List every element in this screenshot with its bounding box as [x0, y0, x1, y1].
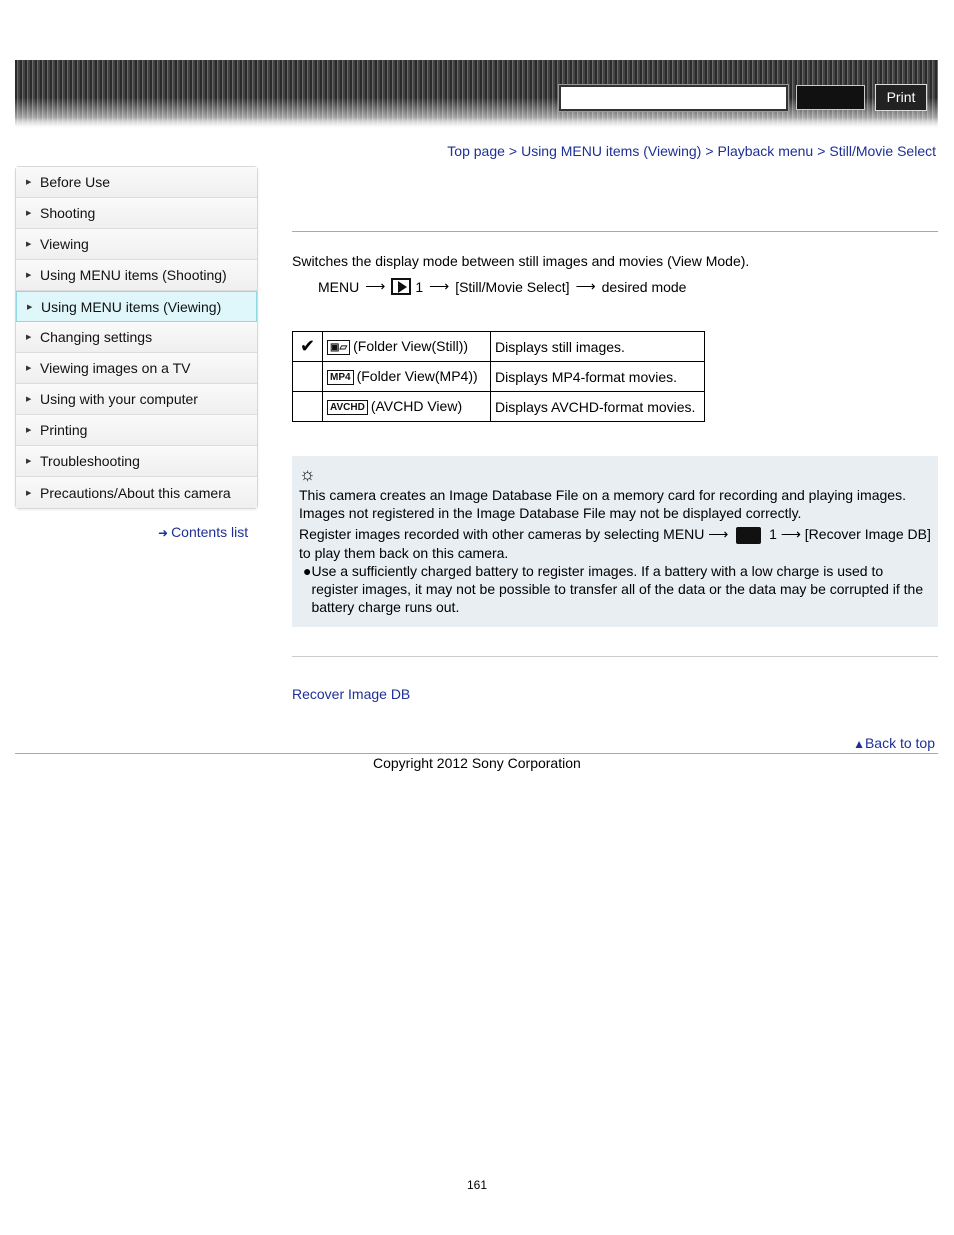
breadcrumb-playback-menu[interactable]: Playback menu [717, 143, 814, 159]
sidebar-item-viewing-on-tv[interactable] [16, 353, 257, 384]
hint-bullet [299, 562, 931, 616]
sidebar-item-printing[interactable] [16, 415, 257, 446]
triangle-right-icon: ▶ [27, 303, 33, 311]
sidebar-item-label: Shooting [40, 205, 96, 221]
sidebar-item-using-menu-shooting[interactable] [16, 260, 257, 291]
sidebar-item-using-menu-viewing[interactable] [16, 291, 257, 322]
sidebar-item-shooting[interactable] [16, 198, 257, 229]
page-number: 161 [466, 1178, 488, 1192]
sidebar-item-label: Using with your computer [40, 391, 198, 407]
hint-line-2: Images not registered in the Image Database File may not be displayed correctly. [299, 505, 802, 521]
intro-text: Switches the display mode between still images and movies (View Mode). [292, 253, 750, 269]
breadcrumb-top-page[interactable]: Top page [447, 143, 505, 159]
menu-path-tab-number: 1 [415, 278, 424, 295]
sidebar-item-label: Changing settings [40, 329, 153, 345]
table-row [293, 362, 705, 392]
search-input[interactable] [559, 85, 788, 111]
lightbulb-icon: ☼ [299, 464, 316, 484]
selected-check-cell [293, 332, 323, 362]
sidebar-item-label: Troubleshooting [40, 453, 140, 469]
back-to-top-label: Back to top [864, 735, 935, 751]
mode-option-cell [323, 392, 491, 422]
mode-description-cell: Displays MP4-format movies. [491, 362, 705, 392]
triangle-right-icon: ▶ [26, 396, 32, 403]
mode-label: (AVCHD View) [370, 398, 463, 415]
contents-list-link[interactable] [158, 524, 248, 540]
hint-line-3-post: [Recover Image DB] [804, 526, 931, 542]
menu-path [318, 278, 686, 295]
hint-line-1: This camera creates an Image Database File on a memory card for recording and playing images. [299, 487, 906, 503]
copyright-text: Copyright 2012 Sony Corporation [373, 755, 581, 771]
search-button[interactable] [796, 85, 865, 110]
breadcrumb-still-movie-select[interactable]: Still/Movie Select [829, 143, 936, 159]
table-row [293, 332, 705, 362]
triangle-right-icon: ▶ [26, 489, 32, 497]
breadcrumb-using-menu-viewing[interactable]: Using MENU items (Viewing) [521, 143, 702, 159]
mode-description-cell: Displays still images. [491, 332, 705, 362]
sidebar-item-precautions[interactable] [16, 477, 257, 508]
folder-mp4-icon: MP4 [327, 370, 354, 385]
sidebar-item-label: Using MENU items (Shooting) [40, 267, 227, 283]
hint-line-4: to play them back on this camera. [299, 544, 509, 561]
avchd-icon: AVCHD [327, 400, 368, 415]
menu-path-end: desired mode [601, 278, 687, 295]
sidebar-item-troubleshooting[interactable] [16, 446, 257, 477]
arrow-right-icon: ⟶ [575, 278, 596, 294]
sidebar-item-label: Viewing [40, 236, 89, 252]
mode-option-cell [323, 332, 491, 362]
hint-line-3 [299, 525, 931, 544]
sidebar-item-label: Precautions/About this camera [40, 484, 231, 501]
title-divider [292, 231, 938, 232]
sidebar-item-using-with-computer[interactable] [16, 384, 257, 415]
triangle-right-icon: ▶ [26, 427, 32, 434]
triangle-right-icon: ▶ [26, 210, 32, 217]
sidebar-item-label: Before Use [40, 174, 111, 190]
menu-path-item: [Still/Movie Select] [455, 278, 570, 295]
mode-label: (Folder View(Still)) [353, 338, 469, 355]
triangle-up-icon: ▲ [853, 737, 865, 751]
header-banner [15, 60, 938, 128]
triangle-right-icon: ▶ [26, 458, 32, 465]
selected-check-cell [293, 362, 323, 392]
back-to-top-link[interactable] [853, 735, 935, 751]
triangle-right-icon: ▶ [26, 272, 32, 279]
triangle-right-icon: ▶ [26, 241, 32, 248]
mode-option-cell [323, 362, 491, 392]
setup-icon [736, 527, 761, 544]
arrow-right-icon: ➜ [158, 526, 169, 540]
sidebar-item-changing-settings[interactable] [16, 322, 257, 353]
hint-line-3-pre: Register images recorded with other cameras by selecting MENU [299, 526, 705, 542]
sidebar-item-label: Printing [40, 422, 88, 438]
arrow-right-icon: ⟶ [780, 526, 801, 542]
mode-label: (Folder View(MP4)) [356, 368, 478, 385]
menu-path-menu: MENU [318, 278, 360, 295]
triangle-right-icon: ▶ [26, 334, 32, 341]
hint-line-3-num: 1 [769, 526, 777, 542]
checkmark-icon: ✔ [299, 336, 316, 356]
hint-box [292, 456, 938, 627]
sidebar-nav [15, 166, 258, 509]
arrow-right-icon: ⟶ [708, 526, 729, 542]
arrow-right-icon: ⟶ [429, 278, 450, 294]
view-mode-table [292, 331, 705, 422]
breadcrumb-separator: > [705, 143, 714, 159]
breadcrumb-separator: > [508, 143, 518, 159]
breadcrumb-separator: > [817, 143, 826, 159]
playback-icon [391, 278, 411, 295]
footer-divider [15, 753, 938, 754]
header-fade [15, 118, 938, 128]
sidebar-item-before-use[interactable] [16, 167, 257, 198]
arrow-right-icon: ⟶ [365, 278, 386, 294]
sidebar-item-label: Viewing images on a TV [40, 360, 191, 376]
mode-description-cell: Displays AVCHD-format movies. [491, 392, 705, 422]
selected-check-cell [293, 392, 323, 422]
folder-still-icon: ▣▱ [327, 340, 350, 355]
related-link-recover-image-db[interactable]: Recover Image DB [292, 686, 411, 702]
breadcrumb [447, 143, 936, 159]
contents-list-label: Contents list [171, 524, 249, 540]
sidebar-item-label: Using MENU items (Viewing) [41, 298, 222, 315]
triangle-right-icon: ▶ [26, 365, 32, 372]
table-row [293, 392, 705, 422]
triangle-right-icon: ▶ [26, 179, 32, 186]
print-button[interactable]: Print [875, 84, 927, 111]
related-divider [292, 656, 938, 657]
bullet-icon: ● [303, 562, 312, 579]
hint-bullet-text: Use a sufficiently charged battery to register images. If a battery with a low charge is used to register images, it may not be possible to transfer all of the data or the data may be corrupted if the battery charge runs out. [311, 562, 924, 615]
sidebar-item-viewing[interactable] [16, 229, 257, 260]
